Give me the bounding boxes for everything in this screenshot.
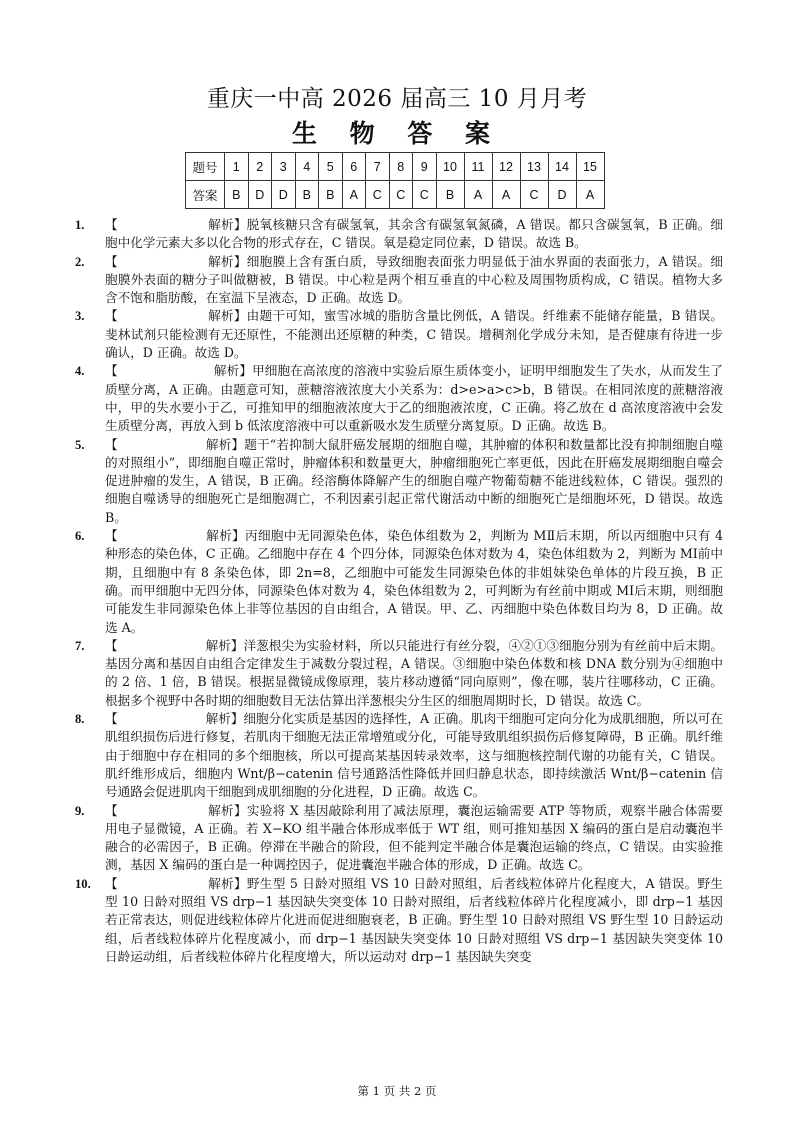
question-number: 4 xyxy=(295,153,319,181)
answer-cell: C xyxy=(520,181,548,209)
explanation-item xyxy=(75,527,723,637)
question-number: 14 xyxy=(548,153,576,181)
explanation-text: 细胞分化实质是基因的选择性，A 正确。肌肉干细胞可定向分化为成肌细胞，所以可在肌组织损伤后进行修复，若肌肉干细胞无法正常增殖或分化，可能导致肌组织损伤后修复障碍，B 正确。肌纤维由于细胞中存在相同的多个细胞核，所以可提高某基因转录效率，这与细胞核控制代谢的功能有关，C 错误。肌纤维形成后，细胞内 Wnt/β−catenin 信号通路活性降低并回归静息状态，即持续激活 Wnt/β−catenin 信号通路会促进肌肉干细胞到成肌细胞的分化进程，D 正确。故选 C。 xyxy=(105,711,724,800)
answer-cell: B xyxy=(319,181,343,209)
item-number: 6. xyxy=(75,529,85,544)
question-number: 5 xyxy=(319,153,343,181)
row-label-answer: 答案 xyxy=(186,181,225,209)
open-bracket: 【 xyxy=(105,253,118,269)
explanation-label: 解析】 xyxy=(207,253,247,269)
item-number: 4. xyxy=(75,364,85,379)
explanation-label: 解析】 xyxy=(207,802,247,818)
open-bracket: 【 xyxy=(105,711,118,727)
answer-cell: D xyxy=(548,181,576,209)
answer-cell: D xyxy=(272,181,296,209)
question-number: 1 xyxy=(225,153,249,181)
question-number: 12 xyxy=(492,153,520,181)
explanation-text: 细胞膜上含有蛋白质，导致细胞表面张力明显低于油水界面的表面张力，A 错误。细胞膜外表面的糖分子叫做糖被，B 错误。中心粒是两个相互垂直的中心粒及周围物质构成，C 错误。植物大多含不饱和脂肪酸，在室温下呈液态，D 正确。故选 D。 xyxy=(105,253,724,306)
explanation-label: 解析】 xyxy=(207,308,247,324)
explanation-label: 解析】 xyxy=(205,528,246,544)
question-number: 8 xyxy=(389,153,413,181)
explanation-text: 实验将 X 基因敲除利用了减法原理，囊泡运输需要 ATP 等物质，观察半融合体需要用电子显微镜，A 正确。若 X−KO 组半融合体形成率低于 WT 组，则可推知基因 X 编码的蛋白是启动囊泡半融合的必需因子，B 正确。停滞在半融合的阶段，但不能判定半融合体是囊泡运输的终点，C 错误。由实验推测，基因 X 编码的蛋白是一种调控因子，促进囊泡半融合体的形成，D 正确。故选 C。 xyxy=(105,802,724,873)
answer-cell: B xyxy=(225,181,249,209)
open-bracket: 【 xyxy=(105,308,118,324)
open-bracket: 【 xyxy=(105,363,118,379)
explanation-label: 解析】 xyxy=(207,217,247,232)
open-bracket: 【 xyxy=(105,637,118,653)
item-number: 10. xyxy=(75,876,91,891)
item-number: 2. xyxy=(75,254,85,269)
open-bracket: 【 xyxy=(105,802,118,818)
open-bracket: 【 xyxy=(105,217,118,232)
question-number: 7 xyxy=(366,153,390,181)
page-title: 重庆一中高 2026 届高三 10 月月考 xyxy=(206,86,588,112)
question-number: 2 xyxy=(248,153,272,181)
explanation-text: 野生型 5 日龄对照组 VS 10 日龄对照组，后者线粒体碎片化程度大，A 错误。野生型 10 日龄对照组 VS drp−1 基因缺失突变体 10 日龄对照组，后者线粒体碎片化程度减小，即 drp−1 基因若正常表达，则促进线粒体碎片化进而促进细胞衰老，B 正确。野生型 10 日龄对照组 VS 野生型 10 日龄运动组，后者线粒体碎片化程度减小，而 drp−1 基因缺失突变体 10 日龄对照组 VS drp−1 基因缺失突变体 10 日龄运动组，后者线粒体碎片化程度增大，所以运动对 drp−1 基因缺失突变 xyxy=(105,875,724,964)
explanation-label: 解析】 xyxy=(205,637,244,653)
item-number: 5. xyxy=(75,437,85,452)
answer-cell: C xyxy=(389,181,413,209)
answer-cell: A xyxy=(576,181,604,209)
explanation-list xyxy=(75,216,723,966)
question-number: 15 xyxy=(576,153,604,181)
answer-cell: C xyxy=(413,181,437,209)
question-number: 6 xyxy=(342,153,366,181)
item-number: 8. xyxy=(75,712,85,727)
explanation-item xyxy=(75,637,723,710)
explanation-item xyxy=(75,875,723,966)
explanation-item xyxy=(75,307,723,362)
explanation-text: 甲细胞在高浓度的溶液中实验后原生质体变小，证明甲细胞发生了失水，从而发生了质壁分离，A 正确。由题意可知，蔗糖溶液浓度大小关系为：d>e>a>c>b，B 错误。在相同浓度的蔗糖溶液中，甲的失水要小于乙，可推知甲的细胞液浓度大于乙的细胞液浓度，C 正确。将乙放在 d 高浓度溶液中会发生质壁分离，再放入到 b 低浓度溶液中可以重新吸水发生质壁分离复原。D 正确。故选 B。 xyxy=(105,363,724,434)
open-bracket: 【 xyxy=(105,528,118,544)
open-bracket: 【 xyxy=(105,875,118,891)
explanation-text: 题干“若抑制大鼠肝癌发展期的细胞自噬，其肿瘤的体积和数量都比没有抑制细胞自噬的对照组小”，即细胞自噬正常时，肿瘤体积和数量更大，肿瘤细胞死亡率更低，因此在肝癌发展期细胞自噬会促进肿瘤的发生，A 错误，B 正确。经溶酶体降解产生的细胞自噬产物葡萄糖不能进线粒体，C 错误。强烈的细胞自噬诱导的细胞死亡是细胞凋亡，不利因素引起正常代谢活动中断的细胞死亡是细胞坏死，D 错误。故选 B。 xyxy=(105,436,723,525)
answer-table-answer-row xyxy=(186,181,605,209)
answer-cell: A xyxy=(492,181,520,209)
explanation-item xyxy=(75,436,723,527)
explanation-item xyxy=(75,802,723,875)
answer-cell: D xyxy=(248,181,272,209)
explanation-item xyxy=(75,253,723,308)
item-number: 1. xyxy=(75,218,85,232)
answer-table-number-row xyxy=(186,153,605,181)
explanation-text: 由题干可知，蜜雪冰城的脂肪含量比例低，A 错误。纤维素不能储存能量，B 错误。斐林试剂只能检测有无还原性，不能测出还原糖的种类，C 错误。增稠剂化学成分未知，是否健康有待进一步确认，D 正确。故选 D。 xyxy=(105,308,724,361)
row-label-number: 题号 xyxy=(186,153,225,181)
explanation-label: 解析】 xyxy=(205,711,244,727)
question-number: 13 xyxy=(520,153,548,181)
explanation-item xyxy=(75,216,723,253)
answer-table xyxy=(185,152,605,209)
explanation-item xyxy=(75,362,723,435)
answer-cell: B xyxy=(436,181,464,209)
explanation-text: 洋葱根尖为实验材料，所以只能进行有丝分裂，④②①③细胞分别为有丝前中后末期。基因分离和基因自由组合定律发生于减数分裂过程，A 错误。③细胞中染色体数和核 DNA 数分别为④细胞中的 2 倍、1 倍，B 错误。根据显微镜成像原理，装片移动遵循“同向原则”，像在哪，装片往哪移动，C 正确。根据多个视野中各时期的细胞数目无法估算出洋葱根尖分生区的细胞周期时长，D 错误。故选 C。 xyxy=(105,637,724,708)
item-number: 3. xyxy=(75,309,85,324)
answer-cell: A xyxy=(464,181,492,209)
explanation-text: 脱氧核糖只含有碳氢氧，其余含有碳氢氧氮磷，A 错误。都只含碳氢氧，B 正确。细胞中化学元素大多以化合物的形式存在，C 错误。氧是稳定同位素，D 错误。故选 B。 xyxy=(105,217,724,251)
answer-cell: C xyxy=(366,181,390,209)
page-footer: 第 1 页 共 2 页 xyxy=(357,1084,437,1098)
open-bracket: 【 xyxy=(105,436,118,452)
explanation-label: 解析】 xyxy=(207,875,247,891)
item-number: 7. xyxy=(75,638,85,653)
page-subtitle: 生 物 答 案 xyxy=(291,119,503,148)
item-number: 9. xyxy=(75,803,85,818)
question-number: 11 xyxy=(464,153,492,181)
explanation-label: 解析】 xyxy=(213,363,253,379)
question-number: 10 xyxy=(436,153,464,181)
answer-cell: A xyxy=(342,181,366,209)
question-number: 9 xyxy=(413,153,437,181)
explanation-label: 解析】 xyxy=(205,436,245,452)
explanation-text: 丙细胞中无同源染色体，染色体组数为 2，判断为 MⅡ后末期，所以丙细胞中只有 4 种形态的染色体，C 正确。乙细胞中存在 4 个四分体，同源染色体对数为 4，染色体组数为 2，判断为 MⅠ前中期，且细胞中有 8 条染色体，即 2n=8，乙细胞中可能发生同源染色体的非姐妹染色单体的片段互换，B 正确。而甲细胞中无四分体，同源染色体对数为 4，染色体组数为 2，可判断为有丝前中期或 MⅠ后末期，则细胞可能发生非同源染色体上非等位基因的自由组合，A 错误。甲、乙、丙细胞中染色体数目均为 8，D 正确。故选 A。 xyxy=(105,528,724,635)
answer-cell: B xyxy=(295,181,319,209)
explanation-item xyxy=(75,710,723,801)
question-number: 3 xyxy=(272,153,296,181)
